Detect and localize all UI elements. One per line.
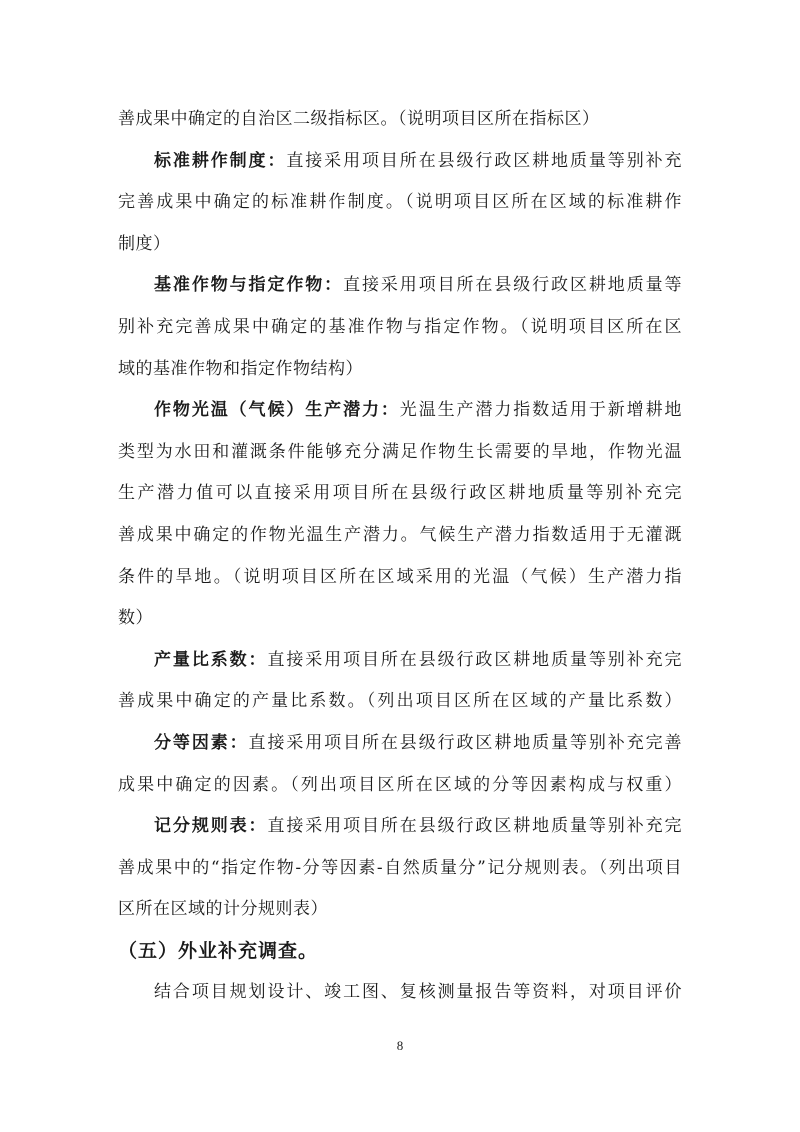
- text-line: [118, 681, 682, 723]
- line-text: 域的基准作物和指定作物结构）: [118, 358, 363, 379]
- text-line: [118, 432, 682, 474]
- line-text: 直接采用项目所在县级行政区耕地质量等别补充完: [267, 649, 683, 670]
- line-text: 制度）: [118, 233, 171, 254]
- line-text: 条件的旱地。（说明项目区所在区域采用的光温（气候）生产潜力指: [118, 566, 682, 587]
- line-text: 善成果中的“指定作物-分等因素-自然质量分”记分规则表。（列出项目: [118, 857, 682, 878]
- document-page: [118, 99, 682, 1014]
- term-label: 分等因素：: [154, 732, 249, 753]
- line-text: 成果中确定的因素。（列出项目区所在区域的分等因素构成与权重）: [118, 774, 682, 795]
- term-label: 记分规则表：: [154, 816, 268, 837]
- paragraph-scoring-rules: [118, 806, 682, 848]
- line-text: 直接采用项目所在县级行政区耕地质量等: [343, 275, 683, 296]
- text-line: [118, 99, 682, 141]
- text-line: [118, 848, 682, 890]
- line-text: 直接采用项目所在县级行政区耕地质量等别补充完: [267, 816, 683, 837]
- line-text: 直接采用项目所在县级行政区耕地质量等别补充完善: [248, 732, 683, 753]
- text-line: [118, 473, 682, 515]
- text-line: [118, 972, 682, 1014]
- term-label: 基准作物与指定作物：: [154, 275, 344, 296]
- line-text: 数）: [118, 608, 153, 629]
- paragraph-yield-ratio: [118, 640, 682, 682]
- text-line: [118, 557, 682, 599]
- section-heading: （五）外业补充调查。: [118, 939, 319, 962]
- text-line: [118, 307, 682, 349]
- line-text: 区所在区域的计分规则表）: [118, 899, 328, 920]
- line-text: 善成果中确定的产量比系数。（列出项目区所在区域的产量比系数）: [118, 691, 682, 712]
- line-text: 善成果中确定的自治区二级指标区。（说明项目区所在指标区）: [118, 109, 600, 129]
- line-text: 类型为水田和灌溉条件能够充分满足作物生长需要的旱地，作物光温: [118, 441, 682, 462]
- text-line: [118, 765, 682, 807]
- term-label: 作物光温（气候）生产潜力：: [154, 400, 400, 421]
- text-line: [118, 889, 682, 931]
- line-text: 完善成果中确定的标准耕作制度。（说明项目区所在区域的标准耕作: [118, 192, 682, 213]
- paragraph-grading-factors: [118, 723, 682, 765]
- line-text: 生产潜力值可以直接采用项目所在县级行政区耕地质量等别补充完: [118, 483, 682, 504]
- text-line: [118, 598, 682, 640]
- text-line: [118, 515, 682, 557]
- paragraph-production-potential: [118, 390, 682, 432]
- line-text: 别补充完善成果中确定的基准作物与指定作物。（说明项目区所在区: [118, 316, 682, 337]
- page-number: 8: [396, 1038, 404, 1053]
- paragraph-base-crops: [118, 265, 682, 307]
- term-label: 标准耕作制度：: [154, 150, 287, 171]
- term-label: 产量比系数：: [154, 649, 268, 670]
- line-text: 光温生产潜力指数适用于新增耕地: [399, 400, 683, 421]
- text-line: [118, 224, 682, 266]
- line-text: 善成果中确定的作物光温生产潜力。气候生产潜力指数适用于无灌溉: [118, 524, 682, 545]
- line-text: 直接采用项目所在县级行政区耕地质量等别补充: [286, 150, 683, 171]
- text-line: [118, 182, 682, 224]
- paragraph-standard-cropping-system: [118, 141, 682, 183]
- text-line: [118, 349, 682, 391]
- line-text: 结合项目规划设计、竣工图、复核测量报告等资料，对项目评价: [154, 982, 682, 1003]
